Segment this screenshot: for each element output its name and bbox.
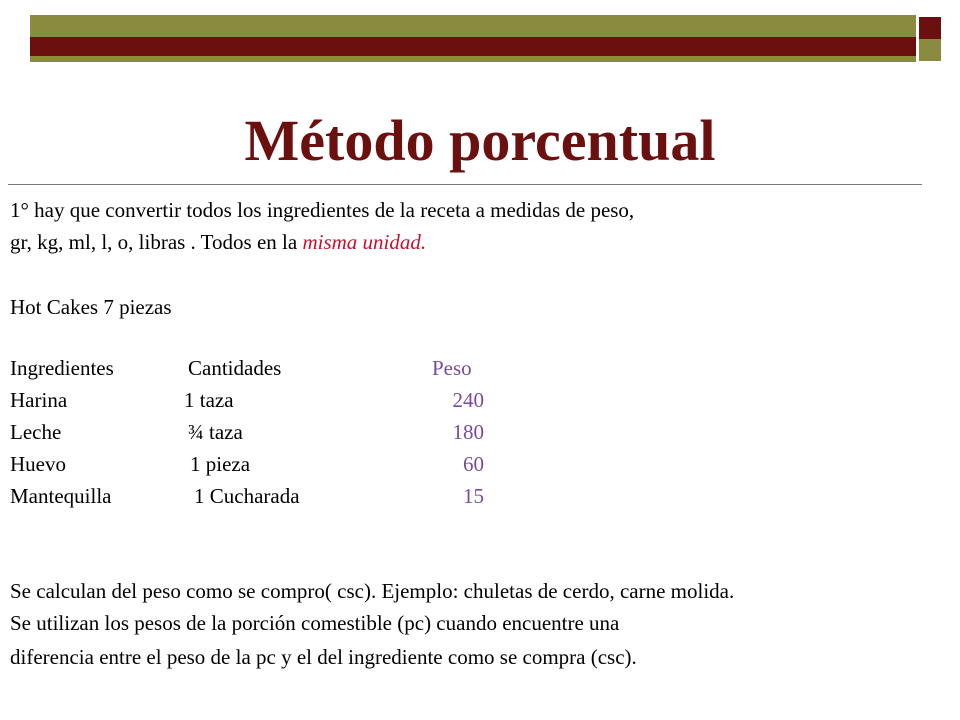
row-ingredient: Harina: [10, 388, 68, 412]
top-band-dark-red-stripe: [30, 37, 916, 56]
footer-line-2: Se utilizan los pesos de la porción comestible (pc) cuando encuentre una: [10, 611, 620, 635]
slide-title: Método porcentual: [244, 108, 716, 173]
row-ingredient: Huevo: [10, 452, 66, 476]
top-band-olive-stripe: [30, 15, 916, 37]
corner-square-olive: [919, 39, 941, 61]
intro-line-2-text: gr, kg, ml, l, o, libras . Todos en la: [10, 230, 303, 254]
header-ingredients: Ingredientes: [10, 356, 114, 380]
footer-line-1: Se calculan del peso como se compro( csc). Ejemplo: chuletas de cerdo, carne molida.: [10, 579, 735, 603]
title-divider: [8, 184, 922, 185]
header-weight: Peso: [432, 356, 472, 380]
row-quantity: 1 pieza: [190, 452, 251, 476]
row-ingredient: Leche: [10, 420, 62, 444]
recipe-title: Hot Cakes 7 piezas: [10, 295, 172, 319]
header-quantities: Cantidades: [188, 356, 282, 380]
footer-line-3: diferencia entre el peso de la pc y el del ingrediente como se compra (csc).: [10, 645, 637, 669]
row-quantity: 1 taza: [184, 388, 234, 412]
intro-line-1: 1° hay que convertir todos los ingredientes de la receta a medidas de peso,: [10, 198, 635, 222]
row-quantity: ¾ taza: [188, 420, 243, 444]
row-weight: 240: [452, 388, 484, 412]
emphasis-same-unit: misma unidad.: [302, 230, 427, 254]
row-weight: 15: [463, 484, 484, 508]
corner-square-red: [919, 17, 941, 39]
top-band-olive-thin-stripe: [30, 56, 916, 62]
intro-line-2: [10, 229, 426, 255]
row-weight: 180: [452, 420, 484, 444]
row-quantity: 1 Cucharada: [194, 484, 300, 508]
row-ingredient: Mantequilla: [10, 484, 112, 508]
row-weight: 60: [463, 452, 484, 476]
